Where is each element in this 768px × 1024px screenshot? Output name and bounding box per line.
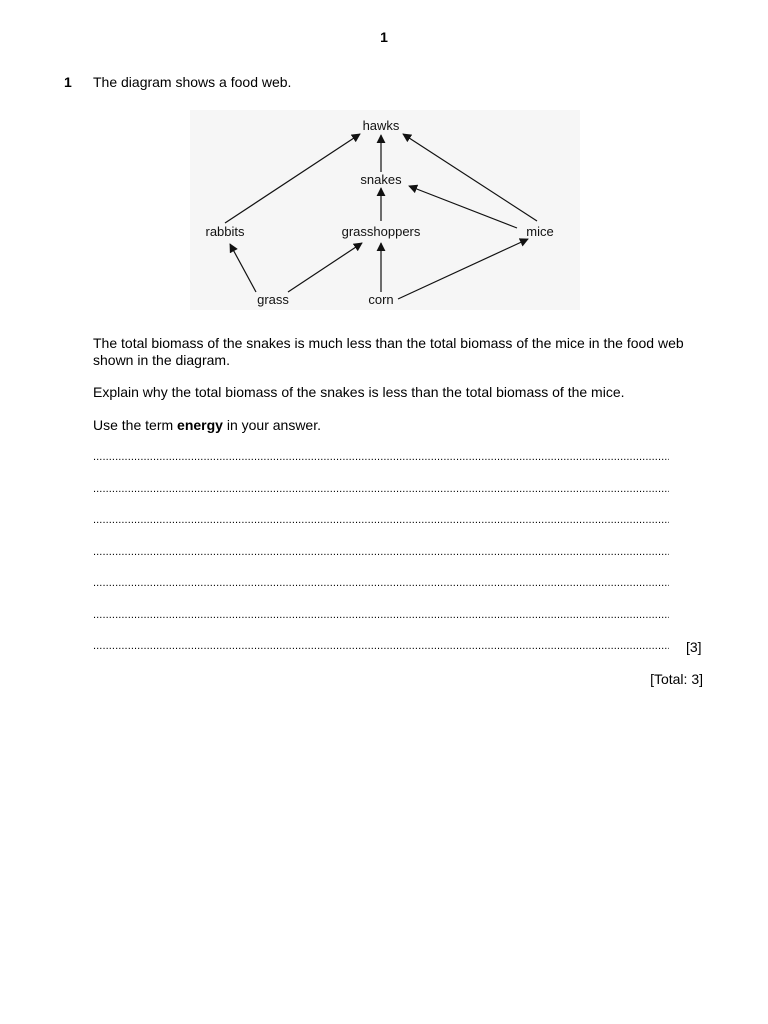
food-web-diagram	[190, 110, 580, 310]
instruction-key-term: energy	[177, 417, 223, 433]
answer-line-6[interactable]	[93, 612, 669, 618]
food-web-svg	[190, 110, 580, 310]
arrow-rabbits-to-hawks	[225, 134, 360, 223]
organism-label-mice: mice	[526, 224, 554, 239]
question-intro: The diagram shows a food web.	[93, 74, 292, 90]
food-web-arrows	[225, 134, 537, 299]
question-number: 1	[64, 74, 72, 90]
total-marks: [Total: 3]	[650, 671, 703, 687]
question-paragraph-biomass: The total biomass of the snakes is much less than the total biomass of the mice in the food web shown in the diagram.	[93, 335, 684, 368]
arrow-mice-to-snakes	[409, 186, 517, 228]
instruction-prefix: Use the term	[93, 417, 174, 433]
organism-label-corn: corn	[368, 292, 394, 307]
question-instruction	[93, 417, 703, 434]
organism-label-hawks: hawks	[362, 118, 400, 133]
question-prompt: Explain why the total biomass of the snakes is less than the total biomass of the mice.	[93, 384, 625, 400]
answer-line-1[interactable]	[93, 454, 669, 460]
arrow-mice-to-hawks	[403, 134, 537, 221]
organism-label-grass: grass	[257, 292, 289, 307]
instruction-suffix: in your answer.	[226, 417, 322, 433]
marks-allocation: [3]	[686, 639, 702, 655]
answer-line-5[interactable]	[93, 580, 669, 586]
answer-line-3[interactable]	[93, 517, 669, 523]
arrow-grass-to-grasshoppers	[288, 243, 362, 292]
answer-line-7[interactable]	[93, 643, 669, 649]
page-number: 1	[380, 29, 388, 45]
answer-line-4[interactable]	[93, 549, 669, 555]
arrow-corn-to-mice	[398, 239, 528, 299]
arrow-grass-to-rabbits	[230, 244, 256, 292]
answer-line-2[interactable]	[93, 486, 669, 492]
organism-label-rabbits: rabbits	[205, 224, 245, 239]
organism-label-snakes: snakes	[360, 172, 402, 187]
organism-label-grasshoppers: grasshoppers	[341, 224, 421, 239]
